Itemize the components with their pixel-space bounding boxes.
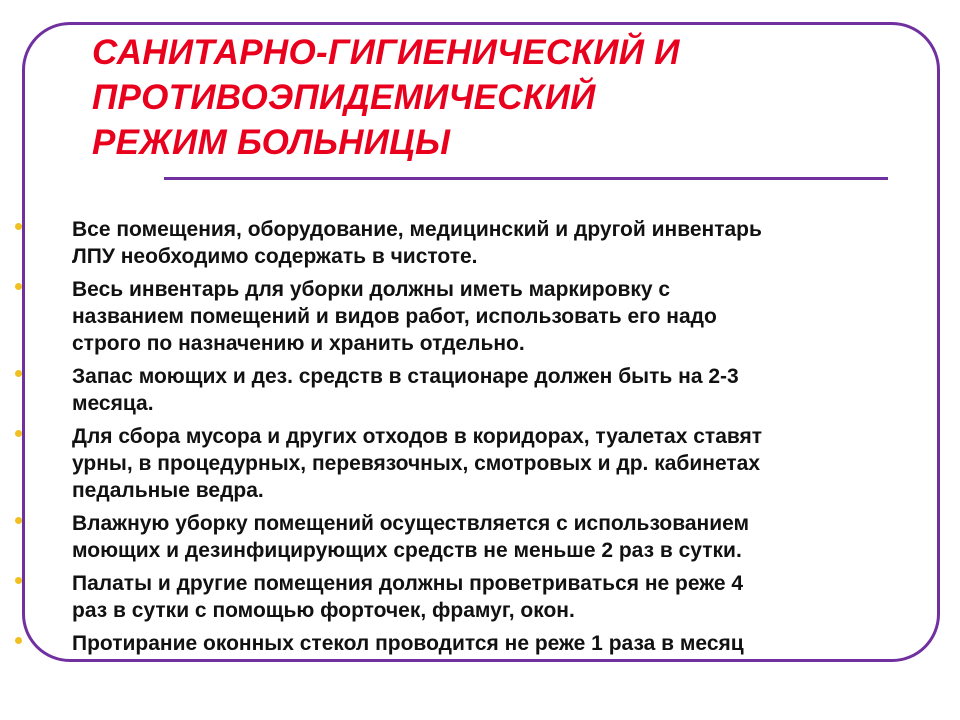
- bullet-text: [72, 363, 960, 417]
- bullet-dot-icon: [15, 283, 22, 290]
- bullet-text: [72, 276, 960, 357]
- bullet-line: педальные ведра.: [72, 479, 264, 502]
- bullet-item: [0, 510, 960, 564]
- bullet-dot-icon: [15, 517, 22, 524]
- bullet-item: [0, 363, 960, 417]
- bullet-dot-icon: [15, 223, 22, 230]
- bullet-item: [0, 216, 960, 270]
- bullet-line: строго по назначению и хранить отдельно.: [72, 332, 525, 355]
- title-divider: [164, 177, 888, 180]
- bullet-line: месяца.: [72, 392, 154, 415]
- bullet-text: [72, 570, 960, 624]
- bullet-line: Весь инвентарь для уборки должны иметь маркировку с: [72, 278, 671, 301]
- bullet-line: Влажную уборку помещений осуществляется с использованием: [72, 512, 750, 535]
- bullet-line: Запас моющих и дез. средств в стационаре должен быть на 2-3: [72, 365, 739, 388]
- bullet-line: Все помещения, оборудование, медицинский и другой инвентарь: [72, 218, 762, 241]
- slide-title-line: ПРОТИВОЭПИДЕМИЧЕСКИЙ: [92, 78, 596, 117]
- bullet-text: [72, 630, 960, 657]
- bullet-text: [72, 510, 960, 564]
- bullet-text: [72, 423, 960, 504]
- bullet-line: ЛПУ необходимо содержать в чистоте.: [72, 245, 478, 268]
- bullet-line: Для сбора мусора и других отходов в коридорах, туалетах ставят: [72, 425, 763, 448]
- slide-title: [92, 30, 912, 165]
- bullet-dot-icon: [15, 430, 22, 437]
- bullet-dot-icon: [15, 637, 22, 644]
- bullet-line: моющих и дезинфицирующих средств не меньше 2 раз в сутки.: [72, 539, 742, 562]
- bullet-dot-icon: [15, 370, 22, 377]
- bullet-dot-icon: [15, 577, 22, 584]
- bullet-line: раз в сутки с помощью форточек, фрамуг, окон.: [72, 599, 575, 622]
- bullet-line: Протирание оконных стекол проводится не реже 1 раза в месяц: [72, 632, 744, 655]
- bullet-line: урны, в процедурных, перевязочных, смотровых и др. кабинетах: [72, 452, 761, 475]
- bullet-text: [72, 216, 960, 270]
- slide-title-line: РЕЖИМ БОЛЬНИЦЫ: [92, 123, 451, 162]
- bullet-item: [0, 276, 960, 357]
- bullet-item: [0, 423, 960, 504]
- bullet-line: Палаты и другие помещения должны проветриваться не реже 4: [72, 572, 744, 595]
- bullet-list: [0, 216, 960, 658]
- bullet-item: [0, 570, 960, 624]
- bullet-line: названием помещений и видов работ, использовать его надо: [72, 305, 717, 328]
- slide-title-line: САНИТАРНО-ГИГИЕНИЧЕСКИЙ И: [92, 33, 680, 72]
- bullet-item: [0, 630, 960, 657]
